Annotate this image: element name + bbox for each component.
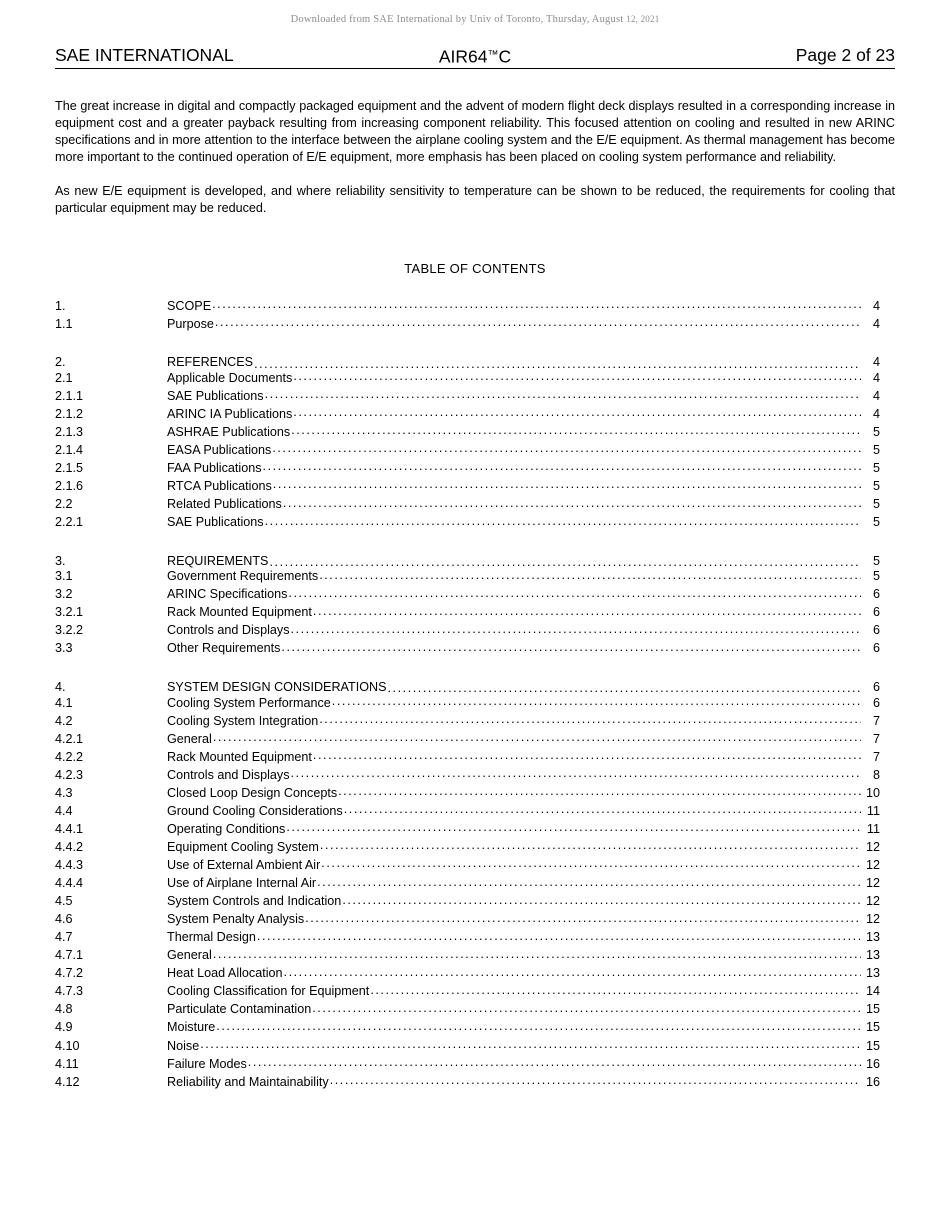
running-header [55,43,895,69]
toc-dot-leader [388,681,862,694]
toc-entry[interactable] [55,459,880,477]
toc-entry-page: 4 [872,370,880,385]
toc-entry-label: Noise [167,1038,200,1053]
toc-entry-page: 8 [872,767,880,782]
toc-entry-number: 4.2 [55,713,73,728]
toc-entry-label: Particulate Contamination [167,1002,312,1017]
organization-name: SAE INTERNATIONAL [55,45,234,65]
toc-entry-label: Ground Cooling Considerations [167,803,343,818]
toc-entry-number: 2.2.1 [55,515,84,530]
toc-entry-page: 12 [865,840,880,854]
toc-entry-number: 4.3 [55,785,73,800]
toc-dot-leader [312,1001,861,1014]
toc-entry-page: 12 [865,894,880,909]
toc-entry-number: 3.3 [55,641,73,656]
toc-entry-label: General [167,731,212,746]
watermark-date: 12, 2021 [626,14,660,24]
toc-dot-leader [291,622,862,635]
toc-entry-page: 6 [872,587,880,602]
toc-entry[interactable] [55,983,880,1001]
toc-entry[interactable] [55,838,880,856]
toc-dot-leader [272,441,861,454]
toc-entry-page: 6 [872,641,880,656]
toc-entry-page: 10 [865,785,880,800]
toc-entry-page: 4 [872,406,880,421]
table-of-contents [55,297,880,1091]
toc-dot-leader [248,1055,861,1068]
toc-entry-label: General [167,948,212,963]
toc-dot-leader [342,893,861,906]
toc-entry[interactable] [55,856,880,874]
toc-entry-page: 5 [872,553,880,568]
toc-entry[interactable] [55,875,880,893]
toc-entry-page: 7 [872,713,880,728]
toc-entry[interactable] [55,586,880,604]
toc-dot-leader [269,555,861,568]
toc-dot-leader [293,369,861,382]
toc-entry-label: REFERENCES [167,355,254,370]
paragraph: The great increase in digital and compactly packaged equipment and the advent of modern flight deck displays resulted in a corresponding increase in equipment cost and a greater payback resulting from increasing component reliability. This focused attention on cooling and resulted in new ARINC specifications and in more attention to the interface between the airplane cooling system and the E/E equipment. As thermal management has become more important to the continued operation of E/E equipment, more emphasis has been placed on cooling system performance and reliability. [55,99,895,165]
toc-entry[interactable] [55,784,880,802]
toc-entry-page: 6 [872,623,880,638]
toc-entry-label: SCOPE [167,298,212,313]
toc-entry-number: 3.2.1 [55,605,84,620]
toc-entry-number: 4.4.1 [55,821,84,836]
toc-entry-page: 11 [866,821,880,836]
toc-entry-page: 13 [865,966,880,981]
toc-entry-label: RTCA Publications [167,479,272,494]
toc-entry-label: Cooling System Performance [167,695,331,710]
toc-dot-leader [291,423,861,436]
toc-entry-number: 2.1.3 [55,424,84,439]
toc-entry[interactable] [55,387,880,405]
toc-entry-page: 5 [872,479,880,494]
toc-entry-label: SYSTEM DESIGN CONSIDERATIONS [167,680,387,695]
running-header-row [55,43,895,67]
toc-dot-leader [320,838,861,851]
toc-entry-page: 12 [865,876,880,891]
toc-entry-number: 4.4.3 [55,858,84,873]
toc-dot-leader [254,357,861,370]
toc-dot-leader [330,1073,861,1086]
toc-entry-label: Applicable Documents [167,370,293,385]
watermark-text: Downloaded from SAE International by Univ of Toronto, Thursday, August [290,14,627,25]
toc-entry-label: FAA Publications [167,461,262,476]
toc-entry-label: ARINC Specifications [167,587,288,602]
toc-entry-number: 4.7.1 [55,948,84,963]
toc-dot-leader [286,820,861,833]
toc-dot-leader [263,459,861,472]
toc-entry[interactable] [55,893,880,911]
toc-entry-label: Controls and Displays [167,623,290,638]
toc-dot-leader [273,477,861,490]
toc-entry-page: 5 [872,424,880,439]
body-text [55,98,895,218]
toc-entry-label: REQUIREMENTS [167,553,269,568]
toc-entry-number: 2.1.6 [55,479,84,494]
toc-entry-label: Rack Mounted Equipment [167,605,312,620]
page-indicator: Page 2 of 23 [795,45,895,65]
toc-entry-page: 5 [872,497,880,512]
toc-entry-label: System Controls and Indication [167,894,342,909]
toc-dot-leader [288,586,861,599]
toc-entry-number: 4.5 [55,894,73,909]
toc-entry[interactable] [55,441,880,459]
toc-entry-label: Related Publications [167,497,282,512]
toc-entry-number: 1.1 [55,316,73,331]
toc-entry-page: 6 [872,680,880,695]
toc-entry[interactable] [55,730,880,748]
toc-entry-label: Operating Conditions [167,821,286,836]
toc-dot-leader [265,514,861,527]
toc-entry-label: SAE Publications [167,388,264,403]
toc-entry-label: Cooling System Integration [167,713,319,728]
toc-entry-page: 16 [865,1056,880,1071]
toc-dot-leader [283,496,861,509]
toc-entry-number: 4.12 [55,1074,80,1089]
toc-dot-leader [215,315,861,328]
toc-entry-number: 3.1 [55,569,73,584]
toc-entry-label: ASHRAE Publications [167,424,291,439]
toc-entry[interactable] [55,1001,880,1019]
toc-entry-page: 4 [872,298,880,313]
paragraph: As new E/E equipment is developed, and where reliability sensitivity to temperature can be shown to be reduced, the requirements for cooling that particular equipment may be reduced. [55,184,895,216]
toc-entry-number: 4.4.4 [55,876,84,891]
toc-entry-label: Other Requirements [167,641,281,656]
toc-entry-number: 4.7 [55,930,73,945]
toc-dot-leader [313,604,861,617]
toc-dot-leader [321,856,861,869]
toc-entry-page: 13 [865,930,880,945]
toc-entry[interactable] [55,477,880,495]
toc-entry[interactable] [55,694,880,712]
toc-entry[interactable] [55,532,880,568]
toc-entry[interactable] [55,297,880,315]
toc-entry[interactable] [55,1073,880,1091]
trademark-icon: ™ [487,49,499,61]
toc-entry[interactable] [55,496,880,514]
toc-entry-label: ARINC IA Publications [167,406,293,421]
toc-dot-leader [313,748,861,761]
toc-entry-label: Use of External Ambient Air [167,858,321,873]
toc-entry[interactable] [55,604,880,622]
toc-entry-number: 4.2.2 [55,749,84,764]
toc-entry-number: 4.4 [55,803,73,818]
toc-entry[interactable] [55,658,880,694]
toc-entry[interactable] [55,965,880,983]
toc-entry-label: EASA Publications [167,442,272,457]
toc-entry[interactable] [55,568,880,586]
toc-entry-label: SAE Publications [167,515,264,530]
toc-entry-label: Closed Loop Design Concepts [167,785,338,800]
toc-dot-leader [200,1037,861,1050]
toc-entry[interactable] [55,947,880,965]
toc-entry[interactable] [55,766,880,784]
toc-dot-leader [338,784,861,797]
toc-entry-number: 2.1.2 [55,406,84,421]
toc-entry[interactable] [55,802,880,820]
toc-entry-page: 16 [865,1074,880,1089]
toc-entry-page: 5 [872,461,880,476]
toc-entry-number: 4.6 [55,912,73,927]
toc-entry-number: 4. [55,680,66,695]
toc-entry[interactable] [55,622,880,640]
toc-entry[interactable] [55,315,880,333]
toc-entry-number: 4.9 [55,1020,73,1035]
toc-entry-number: 2.1.1 [55,388,84,403]
toc-dot-leader [293,405,861,418]
toc-entry-number: 4.7.3 [55,984,84,999]
toc-entry-page: 15 [865,1020,880,1035]
toc-entry-number: 3.2 [55,587,73,602]
toc-dot-leader [257,929,861,942]
toc-dot-leader [213,947,861,960]
toc-entry-label: Rack Mounted Equipment [167,749,312,764]
toc-dot-leader [305,911,861,924]
toc-entry[interactable] [55,369,880,387]
toc-entry[interactable] [55,1055,880,1073]
toc-entry-number: 1. [55,298,66,313]
toc-entry-number: 2.1 [55,370,73,385]
toc-dot-leader [344,802,861,815]
toc-entry[interactable] [55,514,880,532]
toc-entry-number: 2. [55,355,66,370]
toc-entry-label: Equipment Cooling System [167,840,319,854]
toc-entry-number: 4.4.2 [55,840,84,854]
toc-entry-label: Reliability and Maintainability [167,1074,329,1089]
toc-dot-leader [291,766,862,779]
toc-entry-number: 2.1.5 [55,461,84,476]
document-number-text: AIR64 [438,46,488,67]
document-revision: C [498,46,512,67]
toc-dot-leader [212,297,861,310]
toc-entry-page: 4 [872,355,880,370]
toc-entry-number: 3. [55,553,66,568]
toc-dot-leader [281,640,861,653]
toc-entry-number: 4.1 [55,695,73,710]
toc-dot-leader [317,875,861,888]
toc-entry-label: Use of Airplane Internal Air [167,876,317,891]
toc-entry-page: 12 [865,912,880,927]
toc-dot-leader [265,387,861,400]
toc-entry[interactable] [55,333,880,369]
toc-entry-page: 15 [865,1002,880,1017]
toc-dot-leader [284,965,861,978]
toc-entry-number: 2.1.4 [55,442,84,457]
toc-entry[interactable] [55,405,880,423]
toc-entry-page: 15 [865,1038,880,1053]
toc-entry-page: 7 [872,749,880,764]
toc-entry-label: Failure Modes [167,1056,247,1071]
toc-entry-label: Cooling Classification for Equipment [167,984,370,999]
toc-entry[interactable] [55,748,880,766]
toc-entry-page: 14 [865,984,880,999]
toc-entry-number: 4.10 [55,1038,80,1053]
toc-entry-number: 4.8 [55,1002,73,1017]
toc-entry-label: Heat Load Allocation [167,966,283,981]
toc-entry-number: 4.2.3 [55,767,84,782]
toc-entry[interactable] [55,929,880,947]
toc-entry[interactable] [55,712,880,730]
toc-entry-page: 11 [866,803,880,818]
toc-entry-label: Thermal Design [167,930,256,945]
toc-dot-leader [332,694,861,707]
toc-entry-page: 5 [872,569,880,584]
toc-dot-leader [213,730,861,743]
toc-entry-page: 5 [872,442,880,457]
toc-entry-page: 6 [872,695,880,710]
toc-entry-page: 6 [872,605,880,620]
toc-dot-leader [216,1019,861,1032]
toc-entry-number: 4.2.1 [55,731,84,746]
toc-entry-number: 4.7.2 [55,966,84,981]
toc-entry-label: Government Requirements [167,569,319,584]
toc-entry-number: 3.2.2 [55,623,84,638]
toc-dot-leader [370,983,861,996]
toc-entry-number: 2.2 [55,497,73,512]
toc-entry-page: 13 [865,948,880,963]
toc-entry[interactable] [55,1037,880,1055]
toc-entry-label: Moisture [167,1020,216,1035]
toc-dot-leader [319,568,861,581]
toc-heading: TABLE OF CONTENTS [404,261,546,276]
document-number [55,43,895,69]
toc-entry[interactable] [55,911,880,929]
toc-entry-page: 4 [872,316,880,331]
toc-entry-label: Controls and Displays [167,767,290,782]
toc-dot-leader [319,712,861,725]
toc-entry[interactable] [55,423,880,441]
toc-entry-page: 4 [872,388,880,403]
toc-entry-page: 5 [872,515,880,530]
toc-entry[interactable] [55,1019,880,1037]
toc-entry-number: 4.11 [55,1056,79,1071]
toc-entry-label: System Penalty Analysis [167,912,305,927]
toc-entry-page: 7 [872,731,880,746]
download-watermark [0,14,950,25]
toc-entry-label: Purpose [167,316,214,331]
toc-entry[interactable] [55,820,880,838]
toc-entry[interactable] [55,640,880,658]
toc-entry-page: 12 [865,858,880,873]
